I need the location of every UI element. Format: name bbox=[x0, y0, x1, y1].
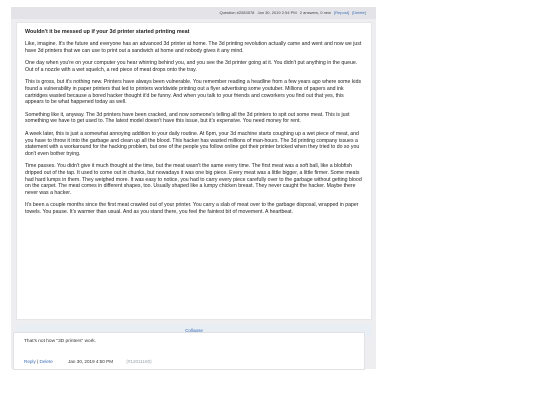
question-paragraph: Like, imagine. It's the future and everyone has an advanced 3d printer at home. The 3d printing revolution actually came and went and now we just have 3d printers that we can use to print out a sandwich at home and nobody gives it any mind. bbox=[25, 41, 362, 54]
question-paragraph: One day when you're on your computer you hear whirring behind you, and you see the 3d printer going at it. You didn't put anything in the queue. Out of a nozzle with a wet squelch, a red piece of meat drops onto the tray. bbox=[25, 60, 358, 73]
delete-answer-link[interactable]: Delete bbox=[39, 359, 53, 364]
answer-id: (#12011190) bbox=[126, 359, 152, 364]
question-paragraph: This is gross, but it's nothing new. Printers have always been vulnerable. You remember reading a headline from a few years ago where some kids found a vulnerability in paper printers that led to printers worldwide printing out a flyer advertising some youtuber. Millions of papers and ink cartridges wasted because a bored hacker thought it'd be funny. And when you talk to your friends and coworkers you find out that yes, this appears to be what happened today as well. bbox=[25, 79, 362, 106]
meta-separator: | bbox=[37, 359, 39, 364]
repost-link[interactable]: [Repost] bbox=[334, 10, 349, 15]
question-title: Wouldn't it be messed up if your 3d printer started printing meat bbox=[25, 29, 190, 35]
answer-count: 2 answers, 0 new bbox=[299, 10, 331, 15]
question-body bbox=[17, 23, 371, 319]
question-paragraph: Time passes. You didn't give it much thought at the time, but the meat wasn't the same every time. The first meat was a soft ball, like a blobfish dripped out of the tap. It used to come out in chunks, but nowadays it was one big piece. Every meat was a little bigger, a little firmer. Some meats had hard lumps in them. They weighed more. It was easy to notice, you had to carry every piece carefully over to the garbage without getting blood on the carpet. The meat comes in different shapes, too. Usually shaped like a lumpy chicken breast. They never caught the hacker. Maybe there never was a hacker. bbox=[25, 163, 362, 196]
answer-date: Jan 30, 2019 4:50 PM bbox=[68, 359, 114, 364]
answer-card bbox=[14, 333, 364, 369]
question-paragraph: It's been a couple months since the first meat crawled out of your printer. You carry a slab of meat over to the garbage disposal, wrapped in paper towels. You pause. It's warmer than usual. And as you stand there, you feel the faintest bit of movement. A heartbeat. bbox=[25, 202, 359, 215]
question-id: Question #2083578 bbox=[219, 10, 255, 15]
question-header bbox=[11, 7, 376, 19]
question-paragraph: A week later, this is just a somewhat annoying addition to your daily routine. At 6pm, your 3d machine starts coughing up a wet piece of meat, and you have to throw it into the garbage and clean up all the blood. This hacker has wasted millions of man-hours. The 3d printing company issues a statement with a workaround for the hacking problem, but one of the people you follow online got their printer bricked when they tried to do so you don't even bother trying. bbox=[25, 130, 360, 157]
reply-link[interactable]: Reply bbox=[24, 359, 36, 364]
collapse-button[interactable]: Collapse bbox=[17, 325, 371, 337]
question-card bbox=[11, 7, 376, 369]
answer-meta bbox=[24, 359, 152, 364]
answer-text: That's not how "3D printers" work. bbox=[24, 339, 97, 344]
question-timestamp: Jan 30, 2019 2:54 PM bbox=[257, 10, 297, 15]
question-paragraph: Something like it, anyway. The 3d printers have been cracked, and now someone's telling all the 3d printers to spit out some meat. This is just something we have to get used to. The latest model doesn't have this issue, but it's expensive. You need money for rent. bbox=[25, 111, 350, 125]
delete-question-link[interactable]: [Delete] bbox=[352, 10, 366, 15]
